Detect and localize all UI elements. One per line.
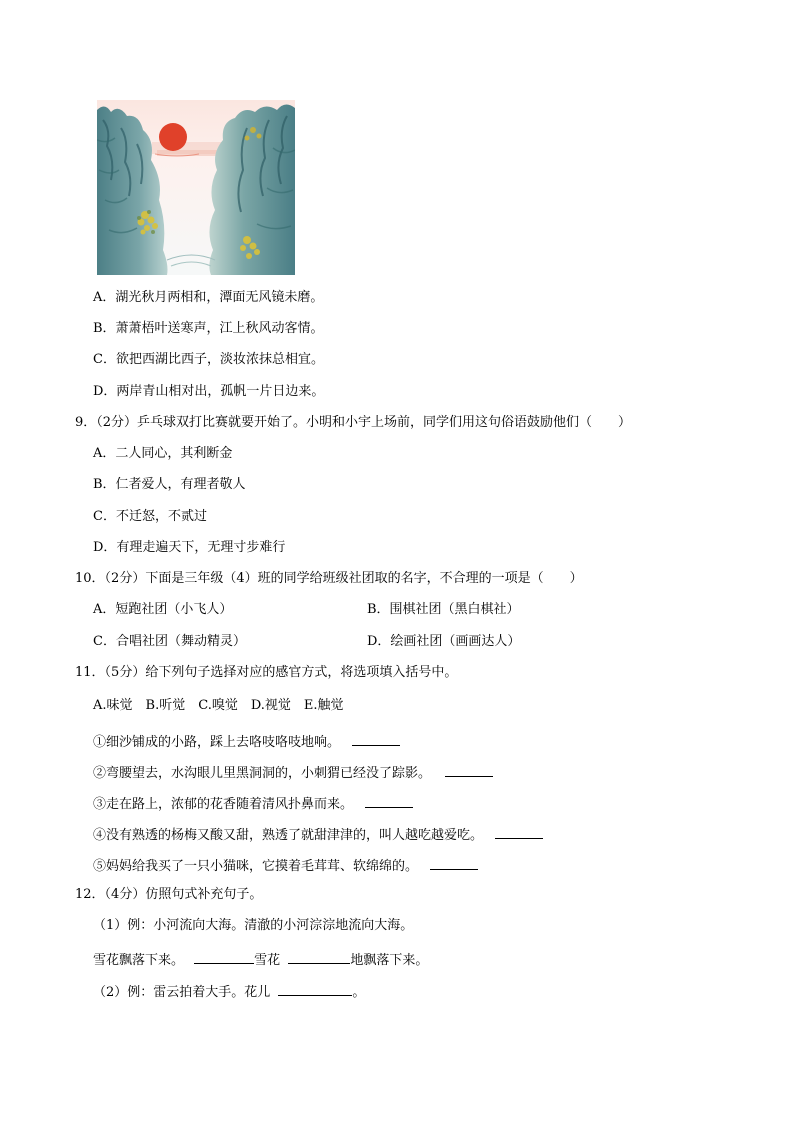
q11-item-4-text: ④没有熟透的杨梅又酸又甜，熟透了就甜津津的，叫人越吃越爱吃。 bbox=[93, 828, 484, 843]
q12-sub1-line bbox=[93, 949, 428, 970]
q11-answer-blank-5[interactable] bbox=[430, 855, 478, 870]
q10-stem: 10．（2分）下面是三年级（4）班的同学给班级社团取的名字，不合理的一项是（ ） bbox=[75, 571, 583, 586]
q9-option-d: D．有理走遍天下，无理寸步难行 bbox=[93, 540, 286, 555]
q8-option-b: B．萧萧梧叶送寒声，江上秋风动客情。 bbox=[93, 321, 324, 336]
q12-sub2-blank[interactable] bbox=[278, 981, 352, 996]
q9-option-c: C．不迁怒，不贰过 bbox=[93, 509, 207, 524]
q11-item-2 bbox=[93, 762, 493, 783]
q10-option-d: D．绘画社团（画画达人） bbox=[367, 634, 521, 649]
q11-item-2-text: ②弯腰望去，水沟眼儿里黑洞洞的，小刺猬已经没了踪影。 bbox=[93, 766, 432, 781]
q10-option-b: B．围棋社团（黑白棋社） bbox=[367, 602, 520, 617]
q11-item-1-text: ①细沙铺成的小路，踩上去咯吱咯吱地响。 bbox=[93, 735, 341, 750]
q11-item-1 bbox=[93, 731, 400, 752]
q11-item-5-text: ⑤妈妈给我买了一只小猫咪，它摸着毛茸茸、软绵绵的。 bbox=[93, 859, 419, 874]
q9-option-a: A．二人同心，其利断金 bbox=[93, 446, 233, 461]
q9-stem: 9．（2分）乒乓球双打比赛就要开始了。小明和小宇上场前，同学们用这句俗语鼓励他们（ ） bbox=[75, 415, 632, 430]
q11-answer-blank-3[interactable] bbox=[365, 793, 413, 808]
q11-stem: 11．（5分）给下列句子选择对应的感官方式，将选项填入括号中。 bbox=[75, 665, 458, 680]
q11-choices: A.味觉 B.听觉 C.嗅觉 D.视觉 E.触觉 bbox=[93, 698, 344, 713]
q10-option-c: C．合唱社团（舞动精灵） bbox=[93, 634, 246, 649]
q11-item-4 bbox=[93, 824, 543, 845]
q12-sub2-prefix: （2）例：雷云拍着大手。花儿 bbox=[93, 985, 271, 1000]
q12-sub2-suffix: 。 bbox=[352, 985, 366, 1000]
mountains-sunset-painting bbox=[97, 100, 295, 275]
q12-sub1-example: （1）例：小河流向大海。清澈的小河淙淙地流向大海。 bbox=[93, 918, 414, 933]
q12-sub1-sentence: 雪花飘落下来。 bbox=[93, 953, 185, 968]
q12-sub1-word: 雪花 bbox=[254, 953, 281, 968]
q8-option-a: A．湖光秋月两相和，潭面无风镜未磨。 bbox=[93, 290, 324, 305]
q11-answer-blank-2[interactable] bbox=[445, 762, 493, 777]
q11-answer-blank-1[interactable] bbox=[352, 731, 400, 746]
q12-stem: 12．（4分）仿照句式补充句子。 bbox=[75, 887, 263, 902]
q9-option-b: B．仁者爱人，有理者敬人 bbox=[93, 477, 246, 492]
q12-sub1-blank-1[interactable] bbox=[194, 949, 254, 964]
sun-icon bbox=[159, 123, 187, 151]
q12-sub2-line bbox=[93, 981, 365, 1002]
q12-sub1-tail: 地飘落下来。 bbox=[350, 953, 429, 968]
q11-item-5 bbox=[93, 855, 478, 876]
q8-option-c: C．欲把西湖比西子，淡妆浓抹总相宜。 bbox=[93, 352, 324, 367]
q12-sub1-blank-2[interactable] bbox=[288, 949, 350, 964]
q11-answer-blank-4[interactable] bbox=[495, 824, 543, 839]
q10-option-a: A．短跑社团（小飞人） bbox=[93, 602, 233, 617]
q8-option-d: D．两岸青山相对出，孤帆一片日边来。 bbox=[93, 384, 325, 399]
q11-item-3 bbox=[93, 793, 413, 814]
q11-item-3-text: ③走在路上，浓郁的花香随着清风扑鼻而来。 bbox=[93, 797, 354, 812]
